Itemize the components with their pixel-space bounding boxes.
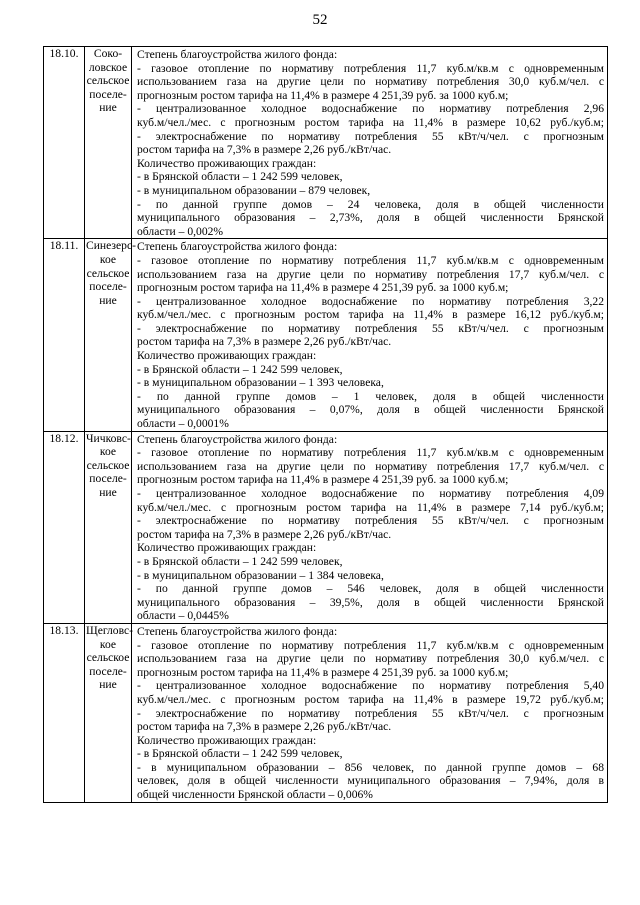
description-line: - в муниципальном образовании – 879 человек, bbox=[137, 183, 371, 197]
row-number: 18.10. bbox=[44, 47, 85, 239]
settlement-name-part: Синезерс- bbox=[86, 239, 136, 253]
description-line: - газовое отопление по нормативу потребления 11,7 куб.м/кв.м с одновременным bbox=[137, 638, 604, 652]
table-row bbox=[44, 623, 608, 802]
settlement-name-part: сельское bbox=[86, 266, 130, 280]
description-line: Степень благоустройства жилого фонда: bbox=[137, 240, 338, 254]
description-line: - в муниципальном образовании – 856 человек, по данной группе домов – 68 bbox=[137, 760, 604, 774]
description-cell bbox=[132, 239, 608, 431]
description-line: куб.м/чел./мес. с прогнозным ростом тарифа на 11,4% в размере 10,62 руб./куб.м; bbox=[137, 115, 604, 129]
description-line: Степень благоустройства жилого фонда: bbox=[137, 432, 338, 446]
settlement-name-part: сельское bbox=[86, 651, 130, 665]
description-line: - газовое отопление по нормативу потребления 11,7 куб.м/кв.м с одновременным bbox=[137, 253, 604, 267]
description-line: - электроснабжение по нормативу потребления 55 кВт/ч/чел. с прогнозным bbox=[137, 321, 604, 335]
settlement-name bbox=[85, 623, 132, 802]
description-line: - электроснабжение по нормативу потребления 55 кВт/ч/чел. с прогнозным bbox=[137, 129, 604, 143]
description-cell bbox=[132, 47, 608, 239]
settlement-name-part: кое bbox=[99, 445, 117, 459]
settlement-name-part: поселе- bbox=[89, 280, 127, 294]
description-line: Количество проживающих граждан: bbox=[137, 156, 317, 170]
description-line: области – 0,0445% bbox=[137, 609, 229, 623]
description-line: области – 0,002% bbox=[137, 224, 224, 238]
description-line: ростом тарифа на 7,3% в размере 2,26 руб./кВт/час. bbox=[137, 720, 392, 734]
description-line: - по данной группе домов – 546 человек, доля в общей численности bbox=[137, 582, 604, 596]
settlement-name-part: поселе- bbox=[89, 664, 127, 678]
table-row bbox=[44, 47, 608, 239]
row-number: 18.11. bbox=[44, 239, 85, 431]
settlement-name-part: сельское bbox=[86, 74, 130, 88]
description-line: - в Брянской области – 1 242 599 человек, bbox=[137, 554, 343, 568]
description-line: - электроснабжение по нормативу потребления 55 кВт/ч/чел. с прогнозным bbox=[137, 706, 604, 720]
description-line: - газовое отопление по нормативу потребления 11,7 куб.м/кв.м с одновременным bbox=[137, 446, 604, 460]
settlement-name-part: ние bbox=[99, 101, 117, 115]
settlement-name-part: Соко- bbox=[93, 47, 123, 60]
description-line: человек, доля в общей численности муниципального образования – 7,94%, доля в bbox=[137, 774, 604, 788]
description-line: - в Брянской области – 1 242 599 человек, bbox=[137, 362, 343, 376]
table-row bbox=[44, 239, 608, 431]
description-line: Количество проживающих граждан: bbox=[137, 733, 317, 747]
settlement-name-part: Щегловс- bbox=[86, 623, 134, 637]
description-line: - в Брянской области – 1 242 599 человек, bbox=[137, 747, 343, 761]
description-line: ростом тарифа на 7,3% в размере 2,26 руб./кВт/час. bbox=[137, 335, 392, 349]
description-line: Количество проживающих граждан: bbox=[137, 541, 317, 555]
description-line: прогнозным ростом тарифа на 11,4% в размере 4 251,39 руб. за 1000 куб.м; bbox=[137, 88, 509, 102]
settlement-name bbox=[85, 47, 132, 239]
description-line: прогнозным ростом тарифа на 11,4% в размере 4 251,39 руб. за 1000 куб.м; bbox=[137, 665, 509, 679]
settlement-name-part: поселе- bbox=[89, 472, 127, 486]
description-line: ростом тарифа на 7,3% в размере 2,26 руб./кВт/час. bbox=[137, 527, 392, 541]
description-line: муниципального образования – 2,73%, доля в общей численности Брянской bbox=[137, 211, 604, 225]
document-table bbox=[43, 46, 608, 803]
description-line: - централизованное холодное водоснабжение по нормативу потребления 4,09 bbox=[137, 487, 604, 500]
settlement-name-part: ние bbox=[99, 486, 117, 499]
description-line: использованием газа на другие цели по нормативу потребления 30,0 куб.м/чел. с bbox=[137, 652, 604, 666]
description-line: использованием газа на другие цели по нормативу потребления 17,7 куб.м/чел. с bbox=[137, 267, 604, 281]
table-row bbox=[44, 431, 608, 623]
settlement-name-part: поселе- bbox=[89, 87, 127, 101]
description-line: области – 0,0001% bbox=[137, 417, 229, 431]
description-line: - в муниципальном образовании – 1 393 человека, bbox=[137, 376, 384, 390]
description-line: - газовое отопление по нормативу потребления 11,7 куб.м/кв.м с одновременным bbox=[137, 61, 604, 75]
description-line: Степень благоустройства жилого фонда: bbox=[137, 48, 338, 61]
settlement-name bbox=[85, 239, 136, 431]
description-line: - централизованное холодное водоснабжение по нормативу потребления 3,22 bbox=[137, 294, 604, 308]
description-line: муниципального образования – 0,07%, доля в общей численности Брянской bbox=[137, 403, 604, 417]
description-line: использованием газа на другие цели по нормативу потребления 17,7 куб.м/чел. с bbox=[137, 459, 604, 473]
description-line: использованием газа на другие цели по нормативу потребления 30,0 куб.м/чел. с bbox=[137, 75, 604, 89]
description-line: Количество проживающих граждан: bbox=[137, 349, 317, 363]
settlement-name-part: ловское bbox=[88, 60, 128, 74]
description-line: - централизованное холодное водоснабжение по нормативу потребления 5,40 bbox=[137, 679, 604, 693]
description-line: муниципального образования – 39,5%, доля в общей численности Брянской bbox=[137, 595, 604, 609]
description-line: Степень благоустройства жилого фонда: bbox=[137, 624, 338, 638]
settlement-name-part: кое bbox=[99, 252, 117, 266]
row-number: 18.12. bbox=[44, 431, 85, 623]
description-cell bbox=[132, 623, 608, 802]
settlement-name-part: ние bbox=[99, 678, 117, 692]
description-line: - в Брянской области – 1 242 599 человек, bbox=[137, 170, 343, 184]
description-line: куб.м/чел./мес. с прогнозным ростом тарифа на 11,4% в размере 16,12 руб./куб.м; bbox=[137, 308, 604, 322]
settlement-name-part: ние bbox=[99, 293, 117, 307]
settlement-name-part: сельское bbox=[86, 458, 130, 472]
description-line: куб.м/чел./мес. с прогнозным ростом тарифа на 11,4% в размере 7,14 руб./куб.м; bbox=[137, 500, 604, 514]
description-line: прогнозным ростом тарифа на 11,4% в размере 4 251,39 руб. за 1000 куб.м; bbox=[137, 473, 509, 487]
description-line: - централизованное холодное водоснабжение по нормативу потребления 2,96 bbox=[137, 102, 604, 116]
description-line: прогнозным ростом тарифа на 11,4% в размере 4 251,39 руб. за 1000 куб.м; bbox=[137, 281, 509, 295]
description-line: - электроснабжение по нормативу потребления 55 кВт/ч/чел. с прогнозным bbox=[137, 514, 604, 528]
settlement-name-part: Чичковс- bbox=[86, 431, 131, 445]
description-line: - по данной группе домов – 1 человек, доля в общей численности bbox=[137, 389, 604, 403]
description-line: ростом тарифа на 7,3% в размере 2,26 руб./кВт/час. bbox=[137, 143, 392, 157]
row-number: 18.13. bbox=[44, 623, 85, 802]
settlement-name-part: кое bbox=[99, 637, 117, 651]
page-number: 52 bbox=[312, 12, 328, 28]
description-line: - по данной группе домов – 24 человека, доля в общей численности bbox=[137, 197, 604, 211]
description-line: - в муниципальном образовании – 1 384 человека, bbox=[137, 568, 384, 582]
settlement-name bbox=[85, 431, 132, 623]
description-line: куб.м/чел./мес. с прогнозным ростом тарифа на 11,4% в размере 19,72 руб./куб.м; bbox=[137, 692, 604, 706]
description-line: общей численности Брянской области – 0,006% bbox=[137, 788, 373, 802]
description-cell bbox=[132, 431, 608, 623]
